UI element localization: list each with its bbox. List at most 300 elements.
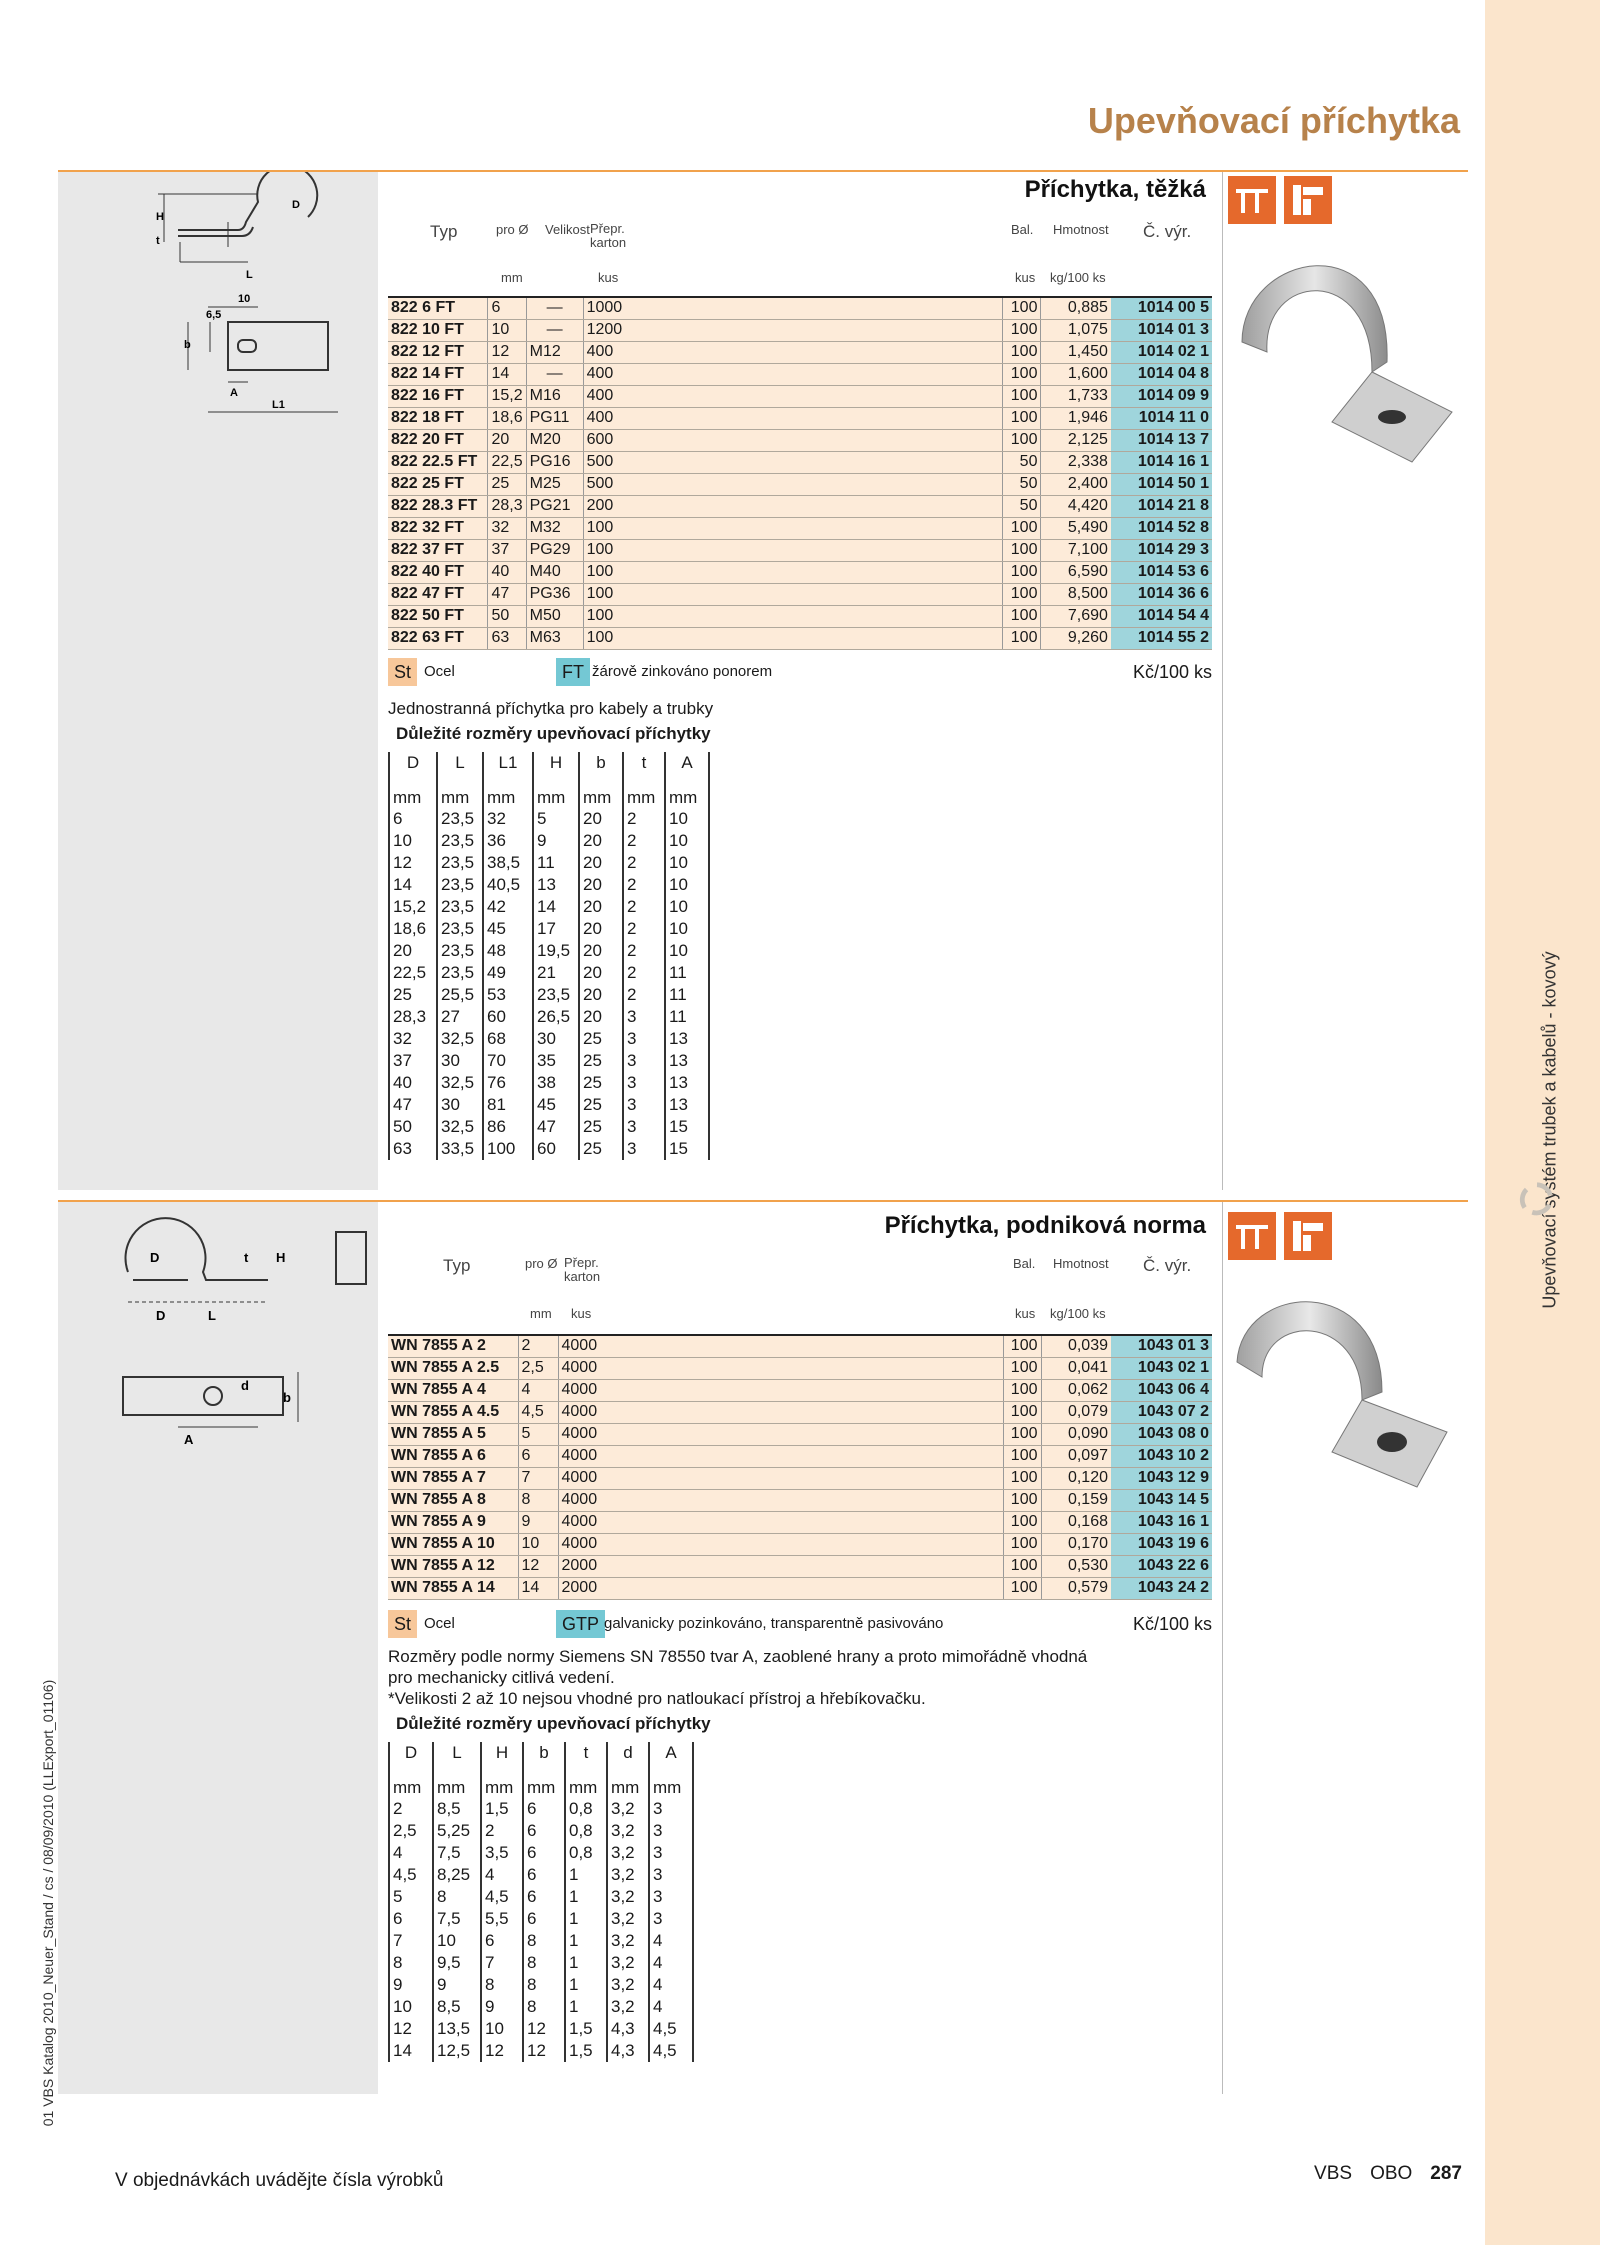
dims-cell: 4 — [649, 1952, 693, 1974]
dims-title: Důležité rozměry upevňovací příchytky — [396, 1714, 711, 1733]
dims-cell: 2,5 — [389, 1820, 433, 1842]
cell-carton: 100 — [583, 627, 1003, 649]
cell-article-no: 1014 36 6 — [1111, 583, 1212, 605]
material-name: Ocel — [424, 663, 455, 680]
dims-row — [389, 1974, 693, 1996]
dims-cell: 8 — [481, 1974, 523, 1996]
table-row — [388, 341, 1212, 363]
dims-cell: 7 — [481, 1952, 523, 1974]
dims-cell: 1 — [565, 1886, 607, 1908]
dims-cell: 20 — [579, 830, 623, 852]
dims-cell: 12 — [523, 2040, 565, 2062]
cell-article-no: 1014 02 1 — [1111, 341, 1212, 363]
heavy-clip-photo — [1222, 232, 1468, 532]
cell-article-no: 1043 16 1 — [1111, 1511, 1212, 1533]
dims-cell: 23,5 — [437, 940, 483, 962]
dims-row — [389, 1072, 709, 1094]
cell-type: 822 14 FT — [388, 363, 488, 385]
cell-article-no: 1043 10 2 — [1111, 1445, 1212, 1467]
cell-pack: 100 — [1003, 517, 1041, 539]
cell-weight: 0,885 — [1041, 297, 1111, 319]
dims-unit: mm — [481, 1764, 523, 1798]
dims-row — [389, 896, 709, 918]
svg-text:H: H — [156, 211, 164, 223]
unit-kus-bal: kus — [1015, 270, 1036, 285]
dims-cell: 6 — [523, 1908, 565, 1930]
cell-weight: 1,450 — [1041, 341, 1111, 363]
installation-badges — [1228, 176, 1332, 224]
cell-size: M32 — [526, 517, 583, 539]
material-code: St — [388, 1610, 417, 1638]
cell-carton: 2000 — [558, 1577, 1003, 1599]
dims-row — [389, 1908, 693, 1930]
dims-cell: 17 — [533, 918, 579, 940]
cell-type: WN 7855 A 12 — [388, 1555, 518, 1577]
dims-cell: 3,2 — [607, 1798, 649, 1820]
dims-cell: 20 — [579, 918, 623, 940]
cell-carton: 4000 — [558, 1335, 1003, 1357]
col-header-pro: pro Ø — [496, 222, 529, 237]
section-title: Příchytka, těžká — [1024, 176, 1206, 203]
dims-cell: 8,5 — [433, 1798, 481, 1820]
svg-text:A: A — [184, 1432, 194, 1447]
dims-row — [389, 918, 709, 940]
dims-cell: 3 — [623, 1072, 665, 1094]
col-header-cvyr: Č. výr. — [1143, 222, 1192, 241]
nail-gun-icon — [1284, 1212, 1332, 1260]
product-table — [388, 296, 1212, 650]
dims-cell: 49 — [483, 962, 533, 984]
cell-pack: 100 — [1003, 1577, 1041, 1599]
table-row — [388, 451, 1212, 473]
cell-size: PG21 — [526, 495, 583, 517]
cell-weight: 0,039 — [1041, 1335, 1111, 1357]
dims-cell: 0,8 — [565, 1820, 607, 1842]
dims-cell: 4 — [481, 1864, 523, 1886]
col-header-velikost: Velikost — [545, 222, 590, 237]
dims-cell: 22,5 — [389, 962, 437, 984]
dims-cell: 38,5 — [483, 852, 533, 874]
dims-row — [389, 1050, 709, 1072]
dims-row — [389, 940, 709, 962]
cell-carton: 4000 — [558, 1423, 1003, 1445]
cell-article-no: 1014 54 4 — [1111, 605, 1212, 627]
dims-cell: 5 — [533, 808, 579, 830]
cell-pack: 100 — [1003, 1489, 1041, 1511]
description-line: Rozměry podle normy Siemens SN 78550 tvar A, zaoblené hrany a proto mimořádně vhodná — [388, 1647, 1088, 1666]
dims-cell: 4,3 — [607, 2040, 649, 2062]
cell-pack: 100 — [1003, 539, 1041, 561]
dims-cell: 4,5 — [481, 1886, 523, 1908]
dims-unit-row — [389, 774, 709, 808]
svg-text:t: t — [156, 235, 160, 247]
dims-cell: 23,5 — [437, 830, 483, 852]
cell-diameter: 4 — [518, 1379, 558, 1401]
nail-gun-icon — [1284, 176, 1332, 224]
unit-kus-bal: kus — [1015, 1306, 1036, 1321]
dims-cell: 26,5 — [533, 1006, 579, 1028]
dims-cell: 3 — [649, 1864, 693, 1886]
dims-cell: 3 — [623, 1094, 665, 1116]
dims-row — [389, 2040, 693, 2062]
col-header-prepr: Přepr. karton — [590, 221, 627, 250]
footer-note: V objednávkách uvádějte čísla výrobků — [115, 2170, 444, 2191]
cell-carton: 500 — [583, 473, 1003, 495]
table-row — [388, 495, 1212, 517]
cell-weight: 0,097 — [1041, 1445, 1111, 1467]
table-row — [388, 1423, 1212, 1445]
unit-kg: kg/100 ks — [1050, 270, 1106, 285]
dims-row — [389, 1886, 693, 1908]
dims-cell: 11 — [665, 962, 709, 984]
dims-cell: 2 — [623, 962, 665, 984]
cell-pack: 100 — [1003, 385, 1041, 407]
dims-header: L1 — [483, 752, 533, 774]
dims-cell: 2 — [389, 1798, 433, 1820]
cell-type: 822 28.3 FT — [388, 495, 488, 517]
dims-row — [389, 808, 709, 830]
cell-pack: 100 — [1003, 627, 1041, 649]
dims-cell: 8 — [523, 1952, 565, 1974]
cell-diameter: 2 — [518, 1335, 558, 1357]
footer-brand — [1314, 2163, 1462, 2185]
dims-header: H — [481, 1742, 523, 1764]
cell-diameter: 28,3 — [488, 495, 526, 517]
dims-cell: 3,5 — [481, 1842, 523, 1864]
description-line: pro mechanicky citlivá vedení. — [388, 1668, 615, 1687]
mounting-tool-icon — [1228, 1212, 1276, 1260]
cell-weight: 6,590 — [1041, 561, 1111, 583]
cell-article-no: 1014 00 5 — [1111, 297, 1212, 319]
dims-cell: 9 — [433, 1974, 481, 1996]
cell-pack: 100 — [1003, 1423, 1041, 1445]
technical-drawing-panel — [58, 1202, 378, 2094]
cell-carton: 600 — [583, 429, 1003, 451]
cell-carton: 4000 — [558, 1379, 1003, 1401]
dims-cell: 47 — [533, 1116, 579, 1138]
svg-text:10: 10 — [238, 293, 251, 305]
dims-cell: 28,3 — [389, 1006, 437, 1028]
svg-text:L: L — [208, 1308, 216, 1323]
dims-cell: 30 — [437, 1050, 483, 1072]
cell-size: M40 — [526, 561, 583, 583]
cell-type: 822 40 FT — [388, 561, 488, 583]
cell-weight: 2,400 — [1041, 473, 1111, 495]
dims-cell: 4 — [649, 1974, 693, 1996]
svg-text:D: D — [292, 199, 300, 211]
dims-cell: 3,2 — [607, 1842, 649, 1864]
cell-carton: 4000 — [558, 1401, 1003, 1423]
cell-type: 822 47 FT — [388, 583, 488, 605]
side-category-label: Upevňovací systém trubek a kabelů - kovový — [1539, 951, 1560, 1309]
dims-cell: 25 — [579, 1138, 623, 1160]
dims-cell: 3 — [623, 1028, 665, 1050]
cell-pack: 100 — [1003, 319, 1041, 341]
cell-article-no: 1014 04 8 — [1111, 363, 1212, 385]
unit-kg: kg/100 ks — [1050, 1306, 1106, 1321]
dims-cell: 18,6 — [389, 918, 437, 940]
dims-cell: 10 — [665, 896, 709, 918]
cell-weight: 7,100 — [1041, 539, 1111, 561]
clip-technical-drawing — [58, 172, 378, 432]
dims-cell: 10 — [665, 874, 709, 896]
cell-pack: 100 — [1003, 1379, 1041, 1401]
dims-cell: 3,2 — [607, 1952, 649, 1974]
cell-type: 822 63 FT — [388, 627, 488, 649]
cell-size: PG36 — [526, 583, 583, 605]
cell-pack: 100 — [1003, 561, 1041, 583]
cell-carton: 200 — [583, 495, 1003, 517]
dims-cell: 4,5 — [389, 1864, 433, 1886]
cell-type: WN 7855 A 9 — [388, 1511, 518, 1533]
dims-header: b — [579, 752, 623, 774]
dims-header: H — [533, 752, 579, 774]
cell-size: PG11 — [526, 407, 583, 429]
dimensions-table — [388, 752, 710, 1160]
cell-type: WN 7855 A 10 — [388, 1533, 518, 1555]
technical-drawing-panel — [58, 172, 378, 1190]
dims-header: t — [623, 752, 665, 774]
dims-cell: 27 — [437, 1006, 483, 1028]
dims-header: A — [665, 752, 709, 774]
dims-cell: 47 — [389, 1094, 437, 1116]
cell-article-no: 1043 08 0 — [1111, 1423, 1212, 1445]
cell-diameter: 32 — [488, 517, 526, 539]
cell-article-no: 1014 01 3 — [1111, 319, 1212, 341]
svg-text:D: D — [156, 1308, 166, 1323]
cell-pack: 100 — [1003, 1445, 1041, 1467]
cell-carton: 100 — [583, 561, 1003, 583]
table-row — [388, 561, 1212, 583]
table-row — [388, 1445, 1212, 1467]
cell-weight: 0,041 — [1041, 1357, 1111, 1379]
dims-row — [389, 852, 709, 874]
dims-row — [389, 1930, 693, 1952]
dims-cell: 14 — [533, 896, 579, 918]
dims-cell: 8 — [523, 1930, 565, 1952]
cell-type: WN 7855 A 6 — [388, 1445, 518, 1467]
cell-diameter: 2,5 — [518, 1357, 558, 1379]
dims-cell: 3 — [649, 1842, 693, 1864]
dims-cell: 5,5 — [481, 1908, 523, 1930]
dims-cell: 23,5 — [437, 874, 483, 896]
dims-header: b — [523, 1742, 565, 1764]
cell-weight: 0,079 — [1041, 1401, 1111, 1423]
material-legend — [388, 658, 1212, 688]
cell-carton: 4000 — [558, 1357, 1003, 1379]
dims-unit: mm — [623, 774, 665, 808]
cell-carton: 400 — [583, 363, 1003, 385]
dims-cell: 6 — [523, 1886, 565, 1908]
section-title: Příchytka, podniková norma — [884, 1212, 1206, 1239]
dims-cell: 100 — [483, 1138, 533, 1160]
table-row — [388, 319, 1212, 341]
dims-cell: 2 — [623, 896, 665, 918]
finish-code: FT — [556, 658, 590, 686]
cell-pack: 100 — [1003, 1335, 1041, 1357]
dims-cell: 3,2 — [607, 1930, 649, 1952]
catalog-export-note: 01 VBS Katalog 2010_Neuer_Stand / cs / 08/09/2010 (LLExport_01106) — [40, 1679, 56, 2127]
dims-cell: 20 — [579, 852, 623, 874]
table-row — [388, 407, 1212, 429]
dims-cell: 0,8 — [565, 1842, 607, 1864]
dims-unit: mm — [389, 774, 437, 808]
dims-cell: 13 — [533, 874, 579, 896]
finish-name: žárově zinkováno ponorem — [592, 663, 773, 680]
cell-diameter: 63 — [488, 627, 526, 649]
standard-clip-photo — [1222, 1282, 1468, 1522]
dims-cell: 6 — [389, 808, 437, 830]
dims-cell: 36 — [483, 830, 533, 852]
cell-diameter: 22,5 — [488, 451, 526, 473]
cell-size: M63 — [526, 627, 583, 649]
dims-cell: 20 — [389, 940, 437, 962]
cell-size: M50 — [526, 605, 583, 627]
dims-cell: 2 — [623, 830, 665, 852]
cell-pack: 100 — [1003, 1401, 1041, 1423]
dims-cell: 4 — [649, 1996, 693, 2018]
cell-weight: 1,075 — [1041, 319, 1111, 341]
cell-type: WN 7855 A 14 — [388, 1577, 518, 1599]
cell-carton: 400 — [583, 407, 1003, 429]
dims-cell: 20 — [579, 896, 623, 918]
cell-diameter: 10 — [488, 319, 526, 341]
svg-text:D: D — [150, 1250, 160, 1265]
description-footnote: *Velikosti 2 až 10 nejsou vhodné pro natloukací přístroj a hřebíkovačku. — [388, 1689, 926, 1708]
cell-pack: 100 — [1003, 429, 1041, 451]
dims-cell: 15 — [665, 1116, 709, 1138]
dims-row — [389, 1864, 693, 1886]
product-description — [388, 1646, 1208, 1709]
dims-cell: 8,5 — [433, 1996, 481, 2018]
dims-cell: 13 — [665, 1094, 709, 1116]
dims-cell: 9 — [481, 1996, 523, 2018]
dims-cell: 15 — [665, 1138, 709, 1160]
dims-cell: 4,3 — [607, 2018, 649, 2040]
cell-diameter: 9 — [518, 1511, 558, 1533]
dims-cell: 20 — [579, 1006, 623, 1028]
dims-cell: 13 — [665, 1050, 709, 1072]
cell-weight: 9,260 — [1041, 627, 1111, 649]
cell-type: WN 7855 A 2.5 — [388, 1357, 518, 1379]
dims-row — [389, 1798, 693, 1820]
dims-cell: 20 — [579, 940, 623, 962]
dims-cell: 48 — [483, 940, 533, 962]
dims-unit: mm — [483, 774, 533, 808]
dims-cell: 6 — [389, 1908, 433, 1930]
table-row — [388, 1335, 1212, 1357]
dims-cell: 63 — [389, 1138, 437, 1160]
dims-cell: 25 — [579, 1028, 623, 1050]
material-code: St — [388, 658, 417, 686]
dims-cell: 6 — [523, 1820, 565, 1842]
cell-weight: 0,168 — [1041, 1511, 1111, 1533]
dims-row — [389, 1138, 709, 1160]
cell-pack: 100 — [1003, 297, 1041, 319]
dims-cell: 6 — [481, 1930, 523, 1952]
cell-article-no: 1014 29 3 — [1111, 539, 1212, 561]
unit-mm: mm — [501, 270, 523, 285]
dims-row — [389, 1006, 709, 1028]
dims-cell: 25 — [389, 984, 437, 1006]
dims-cell: 6 — [523, 1842, 565, 1864]
dims-cell: 86 — [483, 1116, 533, 1138]
cell-article-no: 1043 24 2 — [1111, 1577, 1212, 1599]
cell-diameter: 6 — [488, 297, 526, 319]
svg-text:6,5: 6,5 — [206, 309, 222, 321]
dims-cell: 10 — [665, 940, 709, 962]
unit-kus: kus — [571, 1306, 592, 1321]
dims-cell: 20 — [579, 962, 623, 984]
table-row — [388, 539, 1212, 561]
cell-carton: 4000 — [558, 1489, 1003, 1511]
dims-cell: 32,5 — [437, 1028, 483, 1050]
dims-row — [389, 1996, 693, 2018]
cell-type: 822 22.5 FT — [388, 451, 488, 473]
dims-cell: 23,5 — [437, 918, 483, 940]
dims-cell: 14 — [389, 874, 437, 896]
dims-cell: 32 — [389, 1028, 437, 1050]
finish-name: galvanicky pozinkováno, transparentně pasivováno — [604, 1615, 944, 1632]
dims-cell: 50 — [389, 1116, 437, 1138]
svg-text:t: t — [244, 1250, 249, 1265]
dims-cell: 10 — [665, 852, 709, 874]
recycle-cycle-icon — [1518, 1180, 1556, 1218]
cell-weight: 0,120 — [1041, 1467, 1111, 1489]
material-legend — [388, 1610, 1212, 1640]
dims-cell: 1 — [565, 1996, 607, 2018]
cell-diameter: 7 — [518, 1467, 558, 1489]
dims-cell: 40,5 — [483, 874, 533, 896]
dims-cell: 20 — [579, 874, 623, 896]
dims-cell: 60 — [483, 1006, 533, 1028]
dims-cell: 10 — [665, 830, 709, 852]
dims-row — [389, 830, 709, 852]
cell-type: 822 37 FT — [388, 539, 488, 561]
dims-cell: 25 — [579, 1050, 623, 1072]
cell-size: — — [526, 319, 583, 341]
table-row — [388, 1511, 1212, 1533]
material-name: Ocel — [424, 1615, 455, 1632]
dims-row — [389, 962, 709, 984]
dims-header: d — [607, 1742, 649, 1764]
table-row — [388, 1489, 1212, 1511]
dims-cell: 3 — [649, 1820, 693, 1842]
dims-cell: 3 — [623, 1006, 665, 1028]
dims-cell: 8 — [433, 1886, 481, 1908]
cell-weight: 0,579 — [1041, 1577, 1111, 1599]
dims-cell: 23,5 — [437, 896, 483, 918]
cell-size: M16 — [526, 385, 583, 407]
dims-cell: 10 — [481, 2018, 523, 2040]
dims-row — [389, 1094, 709, 1116]
dims-cell: 20 — [579, 808, 623, 830]
dims-cell: 38 — [533, 1072, 579, 1094]
cell-weight: 2,338 — [1041, 451, 1111, 473]
cell-article-no: 1043 14 5 — [1111, 1489, 1212, 1511]
dims-cell: 25 — [579, 1094, 623, 1116]
dims-unit: mm — [649, 1764, 693, 1798]
dims-cell: 12,5 — [433, 2040, 481, 2062]
dims-cell: 7 — [389, 1930, 433, 1952]
dims-cell: 81 — [483, 1094, 533, 1116]
cell-diameter: 47 — [488, 583, 526, 605]
cell-weight: 0,090 — [1041, 1423, 1111, 1445]
dims-cell: 10 — [665, 808, 709, 830]
svg-text:L: L — [246, 269, 253, 281]
col-header-typ: Typ — [430, 222, 458, 241]
dims-cell: 8,25 — [433, 1864, 481, 1886]
